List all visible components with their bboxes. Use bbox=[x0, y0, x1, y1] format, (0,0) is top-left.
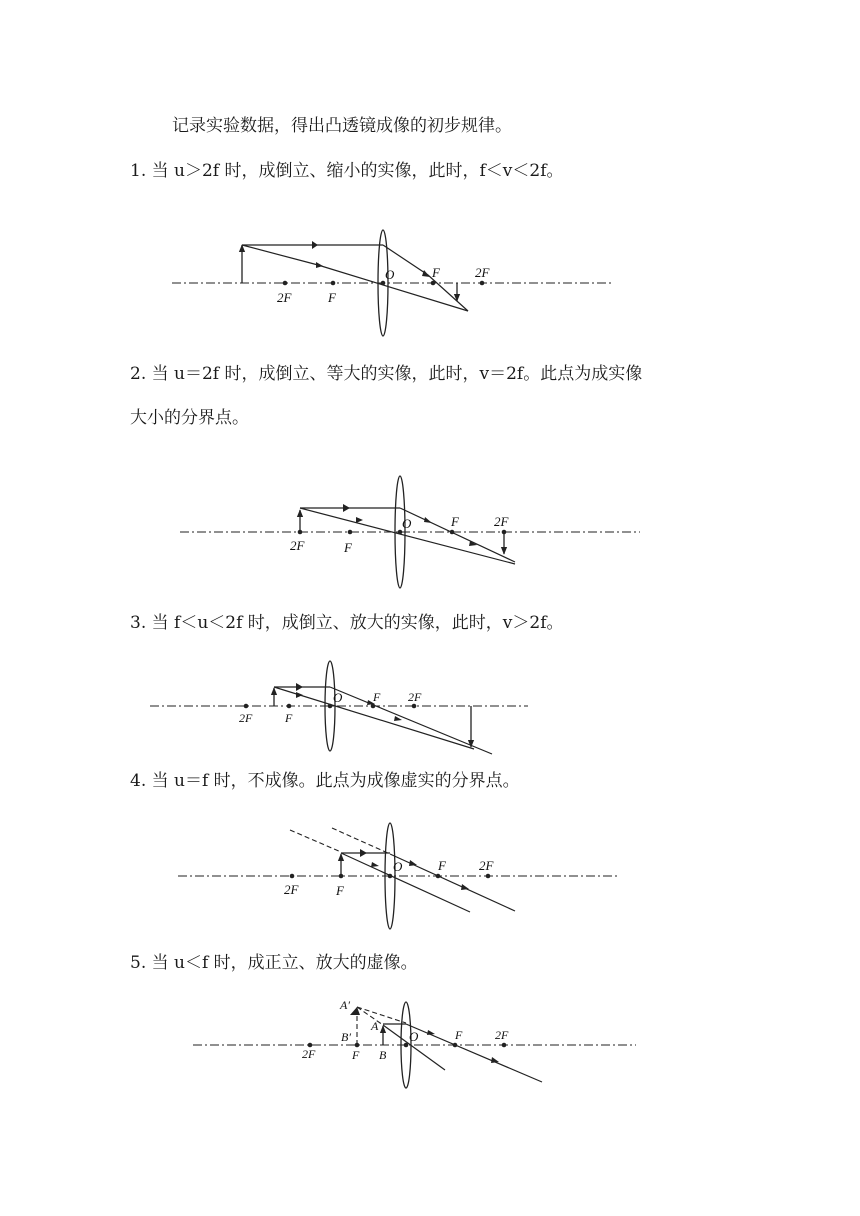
point-f-right bbox=[450, 530, 455, 535]
label-o: O bbox=[385, 267, 395, 282]
point-o bbox=[328, 704, 333, 709]
diagram-case-3 bbox=[0, 655, 860, 760]
case-2-text-line2: 大小的分界点。 bbox=[130, 408, 249, 428]
label-f-right: F bbox=[438, 858, 446, 873]
label-o: O bbox=[402, 516, 412, 531]
refracted-ray bbox=[406, 1024, 542, 1082]
refracted-ray bbox=[383, 245, 468, 311]
point-f-right bbox=[431, 281, 436, 286]
point-2f-right bbox=[412, 704, 417, 709]
point-2f-left bbox=[244, 704, 249, 709]
label-f-right: F bbox=[373, 690, 381, 704]
point-f-right bbox=[453, 1043, 458, 1048]
case-2-text-line1: 2. 当 u＝2f 时，成倒立、等大的实像，此时，v＝2f。此点为成实像 bbox=[130, 364, 643, 384]
label-2f-left: 2F bbox=[277, 290, 292, 305]
point-2f-right bbox=[502, 530, 507, 535]
diagram-case-5 bbox=[0, 995, 860, 1095]
point-f-right bbox=[371, 704, 376, 709]
point-2f-right bbox=[480, 281, 485, 286]
point-f-left bbox=[348, 530, 353, 535]
intro-text: 记录实验数据，得出凸透镜成像的初步规律。 bbox=[172, 116, 512, 136]
extension-line-upper bbox=[290, 830, 341, 852]
label-2f-right: 2F bbox=[475, 265, 490, 280]
point-o bbox=[404, 1043, 409, 1048]
label-f-right: F bbox=[455, 1028, 463, 1042]
label-f-right: F bbox=[432, 265, 440, 280]
label-f-left: F bbox=[285, 711, 293, 725]
label-2f-right: 2F bbox=[494, 514, 509, 529]
case-3-text: 3. 当 f＜u＜2f 时，成倒立、放大的实像，此时，v＞2f。 bbox=[130, 613, 564, 633]
virtual-extension-upper bbox=[357, 1007, 406, 1023]
label-f-right: F bbox=[451, 514, 459, 529]
label-b: B bbox=[379, 1048, 387, 1062]
label-o: O bbox=[393, 859, 403, 874]
point-2f-right bbox=[502, 1043, 507, 1048]
label-f-left: F bbox=[328, 290, 336, 305]
label-b-prime: B′ bbox=[341, 1030, 351, 1044]
label-2f-left: 2F bbox=[284, 882, 299, 897]
label-o: O bbox=[409, 1029, 419, 1044]
label-f-left: F bbox=[344, 540, 352, 555]
case-1-text: 1. 当 u＞2f 时，成倒立、缩小的实像，此时，f＜v＜2f。 bbox=[130, 161, 564, 181]
refracted-ray bbox=[390, 854, 515, 911]
label-a-prime: A′ bbox=[340, 998, 350, 1012]
point-o bbox=[388, 874, 393, 879]
central-ray bbox=[341, 853, 470, 912]
label-2f-right: 2F bbox=[408, 690, 422, 704]
label-2f-left: 2F bbox=[302, 1047, 316, 1061]
label-2f-left: 2F bbox=[239, 711, 253, 725]
label-o: O bbox=[333, 690, 343, 705]
point-2f-right bbox=[486, 874, 491, 879]
point-f-left bbox=[287, 704, 292, 709]
virtual-extension-lower bbox=[357, 1007, 383, 1025]
diagram-case-1 bbox=[0, 225, 860, 345]
case-5-text: 5. 当 u＜f 时，成正立、放大的虚像。 bbox=[130, 953, 418, 973]
point-2f-left bbox=[283, 281, 288, 286]
diagram-case-4 bbox=[0, 818, 860, 933]
label-2f-left: 2F bbox=[290, 538, 305, 553]
point-f-left bbox=[331, 281, 336, 286]
label-f-left: F bbox=[336, 883, 344, 898]
case-4-text: 4. 当 u＝f 时，不成像。此点为成像虚实的分界点。 bbox=[130, 771, 520, 791]
point-f-left bbox=[339, 874, 344, 879]
label-2f-right: 2F bbox=[479, 858, 494, 873]
diagram-case-2 bbox=[0, 470, 860, 600]
label-2f-right: 2F bbox=[495, 1028, 509, 1042]
point-2f-left bbox=[290, 874, 295, 879]
point-f-left bbox=[355, 1043, 360, 1048]
point-f-right bbox=[436, 874, 441, 879]
label-f-left: F bbox=[352, 1048, 360, 1062]
point-2f-left bbox=[298, 530, 303, 535]
label-a: A bbox=[371, 1019, 379, 1033]
